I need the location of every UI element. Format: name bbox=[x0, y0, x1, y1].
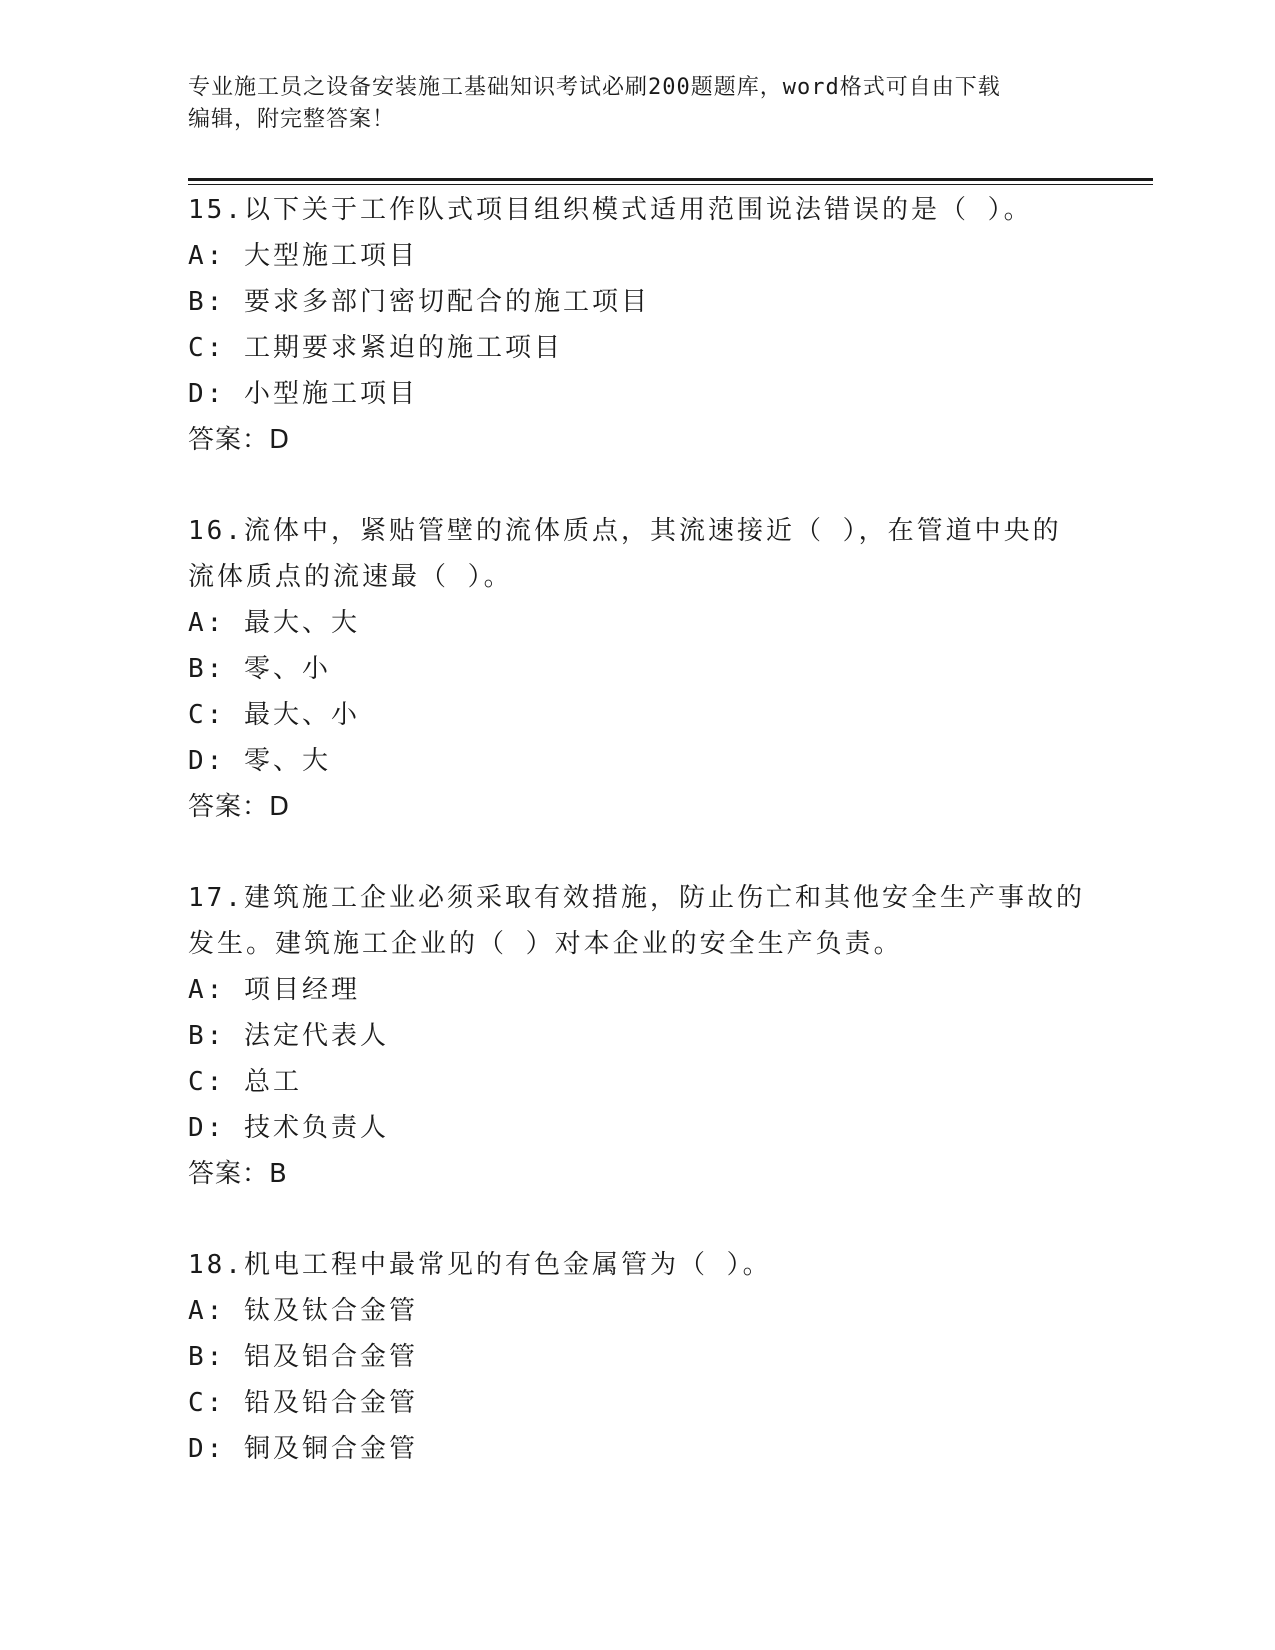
question-stem: 15.以下关于工作队式项目组织模式适用范围说法错误的是（ ）。 bbox=[188, 195, 1033, 225]
question-gap bbox=[188, 463, 1088, 508]
option-b: B: 零、小 bbox=[188, 654, 331, 684]
option-c: C: 工期要求紧迫的施工项目 bbox=[188, 333, 563, 363]
option-d: D: 技术负责人 bbox=[188, 1113, 389, 1143]
option-d: D: 零、大 bbox=[188, 746, 331, 776]
header-rule-thin bbox=[188, 184, 1153, 185]
header-line-2: 编辑，附完整答案！ bbox=[188, 107, 396, 132]
option-a: A: 项目经理 bbox=[188, 975, 360, 1005]
option-a: A: 钛及钛合金管 bbox=[188, 1296, 418, 1326]
question-gap bbox=[188, 830, 1088, 875]
question-17 bbox=[188, 875, 1088, 1197]
option-b: B: 法定代表人 bbox=[188, 1021, 389, 1051]
answer-label: 答案：D bbox=[188, 792, 291, 822]
question-15 bbox=[188, 187, 1088, 463]
option-c: C: 最大、小 bbox=[188, 700, 360, 730]
question-gap bbox=[188, 1197, 1088, 1242]
question-stem-line-2: 发生。建筑施工企业的（ ）对本企业的安全生产负责。 bbox=[188, 929, 903, 959]
question-stem-line-1: 16.流体中，紧贴管壁的流体质点，其流速接近（ ），在管道中央的 bbox=[188, 516, 1062, 546]
option-b: B: 铝及铝合金管 bbox=[188, 1342, 418, 1372]
question-18 bbox=[188, 1242, 1088, 1472]
question-16 bbox=[188, 508, 1088, 830]
question-stem-line-1: 17.建筑施工企业必须采取有效措施，防止伤亡和其他安全生产事故的 bbox=[188, 883, 1085, 913]
option-b: B: 要求多部门密切配合的施工项目 bbox=[188, 287, 650, 317]
option-a: A: 大型施工项目 bbox=[188, 241, 418, 271]
option-c: C: 铅及铅合金管 bbox=[188, 1388, 418, 1418]
question-stem-line-2: 流体质点的流速最（ ）。 bbox=[188, 562, 513, 592]
option-c: C: 总工 bbox=[188, 1067, 302, 1097]
answer-label: 答案：D bbox=[188, 425, 291, 455]
option-a: A: 最大、大 bbox=[188, 608, 360, 638]
header-rule-thick bbox=[188, 178, 1153, 181]
question-stem: 18.机电工程中最常见的有色金属管为（ ）。 bbox=[188, 1250, 772, 1280]
document-header bbox=[188, 72, 1088, 136]
question-list bbox=[188, 187, 1088, 1472]
option-d: D: 铜及铜合金管 bbox=[188, 1434, 418, 1464]
header-line-1: 专业施工员之设备安装施工基础知识考试必刷200题题库，word格式可自由下载 bbox=[188, 75, 1001, 100]
answer-label: 答案：B bbox=[188, 1159, 288, 1189]
option-d: D: 小型施工项目 bbox=[188, 379, 418, 409]
